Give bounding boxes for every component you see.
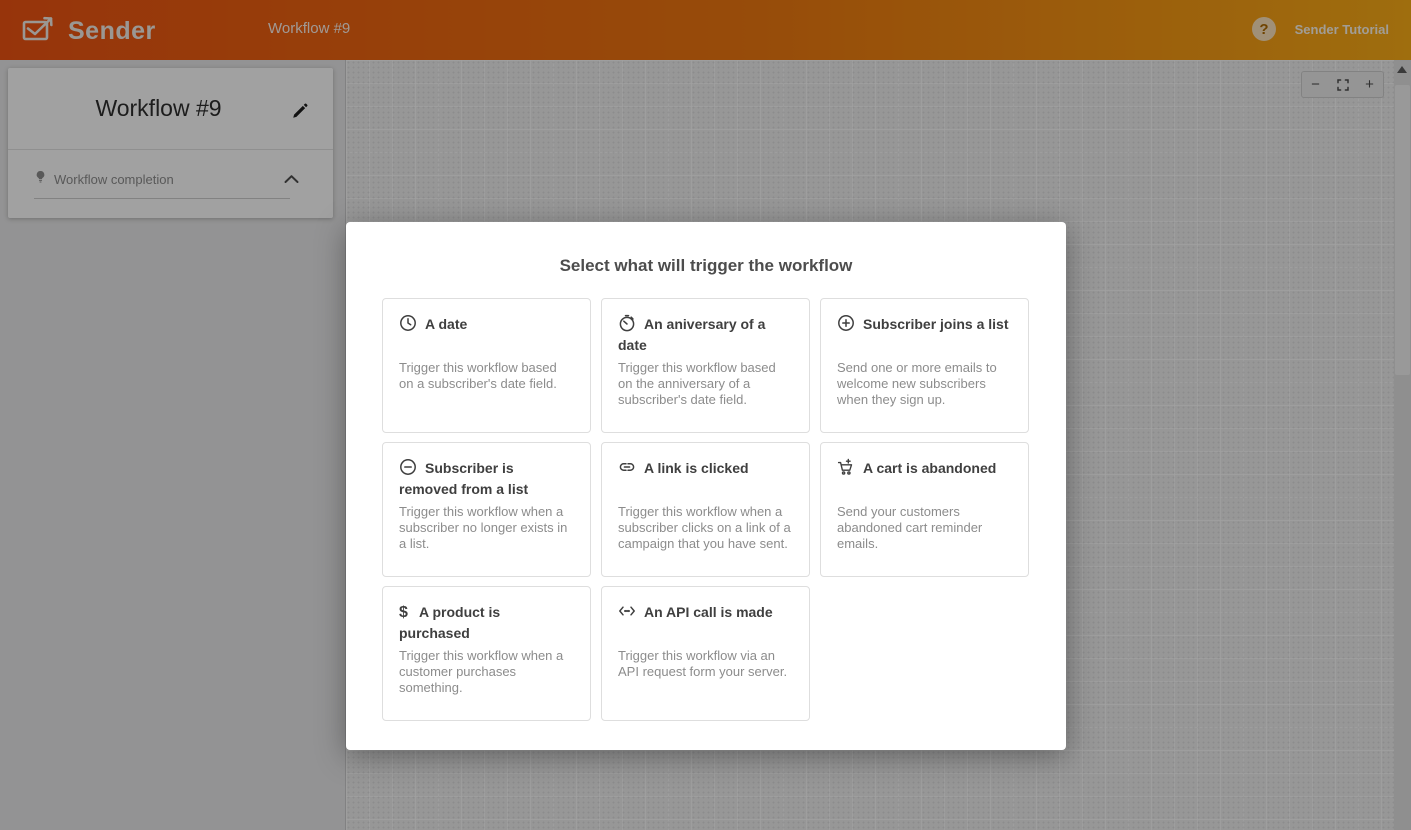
trigger-title: A date: [425, 316, 468, 332]
trigger-grid: [382, 298, 1030, 721]
trigger-card-subscriber-joins[interactable]: [820, 298, 1029, 433]
trigger-card-subscriber-removed[interactable]: [382, 442, 591, 577]
trigger-title: A link is clicked: [644, 460, 749, 476]
trigger-title: Subscriber is removed from a list: [399, 460, 529, 497]
question-mark-icon[interactable]: ?: [1252, 17, 1276, 41]
trigger-description: Trigger this workflow based on the anniversary of a subscriber's date field.: [618, 360, 776, 407]
trigger-card-link-clicked[interactable]: [601, 442, 810, 577]
zoom-in-button[interactable]: +: [1365, 76, 1374, 93]
trigger-card-a-date[interactable]: [382, 298, 591, 433]
trigger-description: Trigger this workflow via an API request form your server.: [618, 648, 788, 679]
stopwatch-icon: [618, 314, 636, 332]
trigger-card-product-purchased[interactable]: [382, 586, 591, 721]
link-icon: [618, 458, 636, 476]
trigger-description: Send your customers abandoned cart reminder emails.: [837, 504, 983, 551]
plus-circle-icon: [837, 314, 855, 332]
cart-plus-icon: [837, 458, 855, 476]
trigger-description: Trigger this workflow when a subscriber clicks on a link of a campaign that you have sent.: [618, 504, 791, 551]
trigger-title: A cart is abandoned: [863, 460, 997, 476]
code-brackets-icon: [618, 602, 636, 620]
trigger-card-api-call[interactable]: [601, 586, 810, 721]
trigger-description: Trigger this workflow when a customer purchases something.: [399, 648, 564, 695]
modal-title: Select what will trigger the workflow: [559, 256, 853, 275]
trigger-description: Send one or more emails to welcome new subscribers when they sign up.: [837, 360, 997, 407]
trigger-card-cart-abandoned[interactable]: [820, 442, 1029, 577]
trigger-title: An API call is made: [644, 604, 773, 620]
trigger-title: An aniversary of a date: [618, 316, 766, 353]
logo-text: Sender: [68, 17, 156, 45]
trigger-card-anniversary[interactable]: [601, 298, 810, 433]
trigger-description: Trigger this workflow based on a subscriber's date field.: [399, 360, 557, 391]
clock-icon: [399, 314, 417, 332]
dollar-icon: $: [399, 604, 408, 621]
sender-tutorial-link[interactable]: Sender Tutorial: [1294, 22, 1389, 37]
trigger-select-modal: [346, 222, 1066, 750]
workflow-completion-label: Workflow completion: [54, 172, 174, 187]
workflow-name: Workflow #9: [95, 95, 222, 121]
header-workflow-title: Workflow #9: [268, 20, 351, 37]
minus-circle-icon: [399, 458, 417, 476]
zoom-out-button[interactable]: −: [1311, 76, 1320, 93]
trigger-title: Subscriber joins a list: [863, 316, 1009, 332]
trigger-description: Trigger this workflow when a subscriber no longer exists in a list.: [399, 504, 568, 551]
trigger-title: A product is purchased: [399, 604, 501, 641]
